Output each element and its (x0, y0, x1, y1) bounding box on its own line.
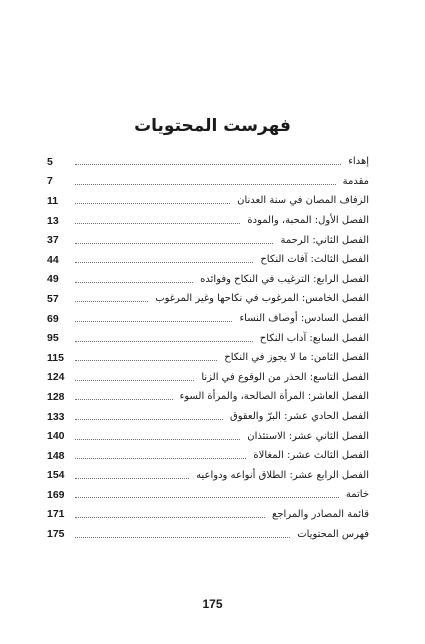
toc-entry-label: الفصل الرابع عشر: الطلاق أنواعه ودواعيه (196, 469, 369, 481)
toc-entry-page: 57 (47, 292, 59, 305)
toc-entry-label: الفصل السابع: آداب النكاح (259, 332, 369, 344)
toc-entry-label: فهرس المحتويات (297, 528, 369, 540)
toc-entry (47, 407, 369, 427)
toc-entry-page: 13 (47, 214, 59, 227)
toc-entry-label: الفصل التاسع: الحذر من الوقوع في الزنا (201, 371, 369, 383)
toc-entry (47, 270, 369, 290)
toc-entry (47, 446, 369, 466)
toc-entry-page: 140 (47, 430, 65, 443)
dot-leader (75, 419, 223, 420)
toc-entry (47, 485, 369, 505)
dot-leader (75, 282, 193, 283)
toc-entry-label: إهداء (348, 156, 369, 168)
page-number: 175 (202, 597, 223, 611)
toc-entry (47, 348, 369, 368)
dot-leader (75, 223, 240, 224)
toc-entry (47, 172, 369, 192)
toc-entry-label: مقدمة (342, 175, 369, 187)
toc-entry-label: الفصل الثاني عشر: الاستئذان (247, 430, 369, 442)
toc-entry (47, 466, 369, 486)
dot-leader (75, 458, 246, 459)
toc-entry (47, 230, 369, 250)
toc-entry (47, 368, 369, 388)
toc-entry-label: خاتمة (345, 489, 369, 501)
dot-leader (75, 321, 232, 322)
toc-entry-label: الفصل الثالث عشر: المغالاة (253, 450, 369, 462)
dot-leader (75, 341, 253, 342)
dot-leader (75, 243, 273, 244)
dot-leader (75, 517, 265, 518)
toc-entry-page: 175 (47, 528, 65, 541)
toc-entry-page: 69 (47, 312, 59, 325)
toc-entry-page: 44 (47, 253, 59, 266)
dot-leader (75, 537, 290, 538)
toc-entry-page: 11 (47, 194, 59, 207)
dot-leader (75, 399, 173, 400)
toc-entry-page: 5 (47, 155, 53, 168)
toc-entry-label: الزفاف المصان في سنة العدنان (237, 195, 369, 207)
toc-entry-page: 148 (47, 449, 65, 462)
toc-entry-page: 169 (47, 488, 65, 501)
toc-entry-page: 124 (47, 371, 65, 384)
toc-entry (47, 289, 369, 309)
toc-entry (47, 152, 369, 172)
toc-entry (47, 387, 369, 407)
toc-entry-label: الفصل الخامس: المرغوب في نكاحها وغير المرغوب (155, 293, 369, 305)
toc-entry-page: 7 (47, 175, 53, 188)
dot-leader (75, 478, 189, 479)
dot-leader (75, 439, 240, 440)
dot-leader (75, 164, 341, 165)
toc-entry-label: الفصل الثالث: آفات النكاح (260, 254, 369, 266)
toc-entry (47, 191, 369, 211)
dot-leader (75, 184, 336, 185)
toc-entry-label: الفصل الحادي عشر: البرّ والعقوق (229, 411, 369, 423)
toc-entry (47, 505, 369, 525)
toc-entry-page: 133 (47, 410, 65, 423)
toc-entry (47, 309, 369, 329)
dot-leader (75, 262, 253, 263)
dot-leader (75, 360, 217, 361)
toc-list (47, 152, 369, 544)
toc-entry (47, 250, 369, 270)
toc-entry (47, 524, 369, 544)
toc-entry-label: الفصل العاشر: المرأة الصالحة، والمرأة السوء (179, 391, 369, 403)
toc-entry-page: 37 (47, 234, 59, 247)
page-title: فهرست المحتويات (134, 116, 291, 136)
dot-leader (75, 497, 339, 498)
dot-leader (75, 380, 194, 381)
toc-entry (47, 426, 369, 446)
toc-entry-page: 49 (47, 273, 59, 286)
dot-leader (75, 301, 148, 302)
toc-entry-page: 154 (47, 469, 65, 482)
toc-entry-label: الفصل الأول: المحبة، والمودة (247, 215, 369, 227)
toc-entry-label: قائمة المصادر والمراجع (272, 508, 369, 520)
toc-entry-page: 115 (47, 351, 64, 364)
toc-entry-page: 128 (47, 390, 65, 403)
toc-entry-label: الفصل الثامن: ما لا يجوز في النكاح (224, 352, 369, 364)
dot-leader (75, 203, 230, 204)
toc-entry-page: 95 (47, 332, 59, 345)
toc-entry-label: الفصل الثاني: الرحمة (280, 234, 369, 246)
toc-entry (47, 211, 369, 231)
toc-entry-label: الفصل الرابع: الترغيب في النكاح وفوائده (200, 273, 369, 285)
toc-entry (47, 328, 369, 348)
toc-entry-page: 171 (47, 508, 65, 521)
toc-entry-label: الفصل السادس: أوصاف النساء (239, 313, 369, 325)
